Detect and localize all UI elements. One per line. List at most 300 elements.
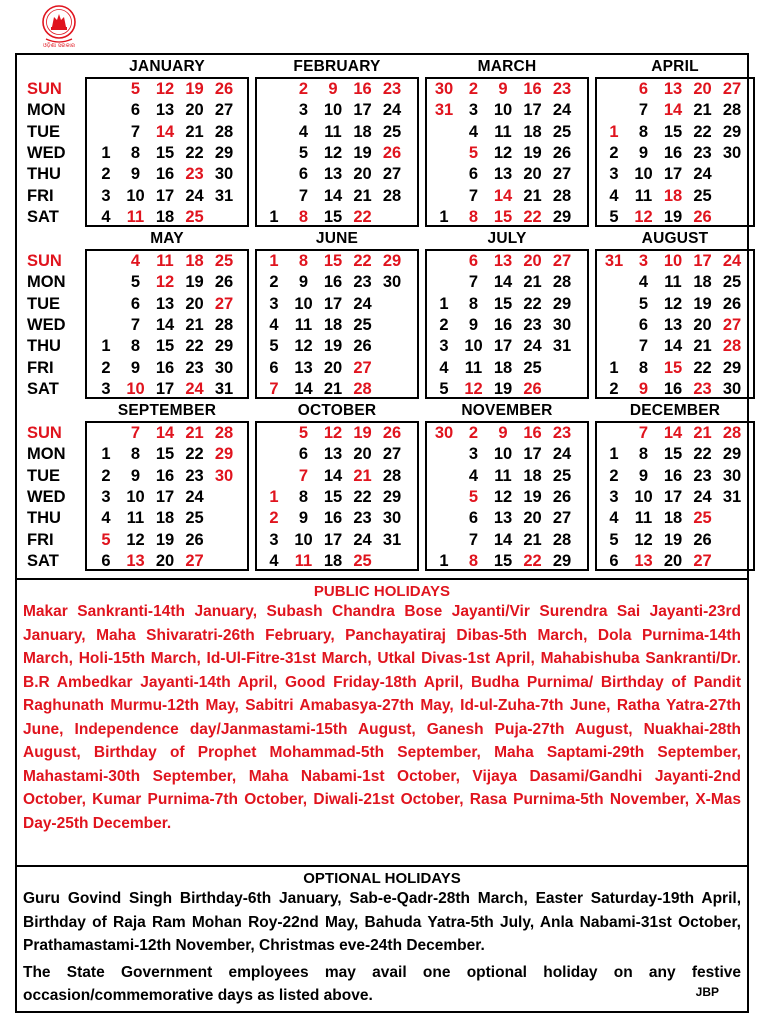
date-cell: 28 — [214, 424, 234, 442]
date-cell: 15 — [663, 445, 683, 464]
date-cell: 27 — [353, 358, 372, 377]
date-cell: 1 — [269, 487, 279, 506]
date-cell: 25 — [214, 252, 234, 270]
date-cell: 16 — [523, 424, 542, 442]
date-cell: 25 — [552, 466, 572, 485]
date-cell: 28 — [382, 466, 402, 485]
date-cell: 29 — [382, 487, 402, 506]
date-cell: 20 — [185, 101, 204, 120]
date-cell: 7 — [298, 466, 309, 485]
date-cell: 18 — [155, 207, 175, 226]
date-cell: 14 — [493, 273, 513, 292]
date-cell: 1 — [439, 551, 449, 570]
date-cell: 11 — [126, 509, 145, 528]
date-cell: 30 — [214, 358, 234, 377]
date-cell: 2 — [468, 424, 479, 442]
date-cell: 5 — [468, 487, 479, 506]
day-name-sat: SAT — [27, 379, 59, 398]
optional-holidays-title: OPTIONAL HOLIDAYS — [303, 870, 461, 887]
date-cell: 21 — [523, 186, 542, 205]
date-cell: 7 — [130, 424, 141, 442]
date-cell: 29 — [722, 122, 742, 141]
date-cell: 18 — [523, 122, 542, 141]
day-name-tue: TUE — [27, 294, 60, 313]
date-cell: 15 — [155, 143, 175, 162]
date-cell: 24 — [552, 101, 572, 120]
date-cell: 27 — [722, 315, 742, 334]
date-cell: 26 — [382, 424, 402, 442]
date-cell: 6 — [638, 315, 649, 334]
date-cell: 19 — [693, 294, 712, 313]
date-cell: 16 — [663, 466, 683, 485]
date-cell: 24 — [523, 337, 542, 356]
date-cell: 13 — [294, 358, 313, 377]
date-cell: 14 — [155, 122, 175, 141]
date-cell: 6 — [298, 165, 309, 184]
date-cell: 31 — [214, 186, 234, 205]
date-cell: 7 — [638, 101, 649, 120]
date-cell: 30 — [434, 80, 454, 98]
date-cell: 4 — [130, 252, 141, 270]
date-cell: 5 — [298, 424, 309, 442]
date-cell: 6 — [468, 165, 479, 184]
date-cell: 18 — [523, 466, 542, 485]
date-cell: 21 — [323, 379, 343, 398]
date-cell: 14 — [155, 315, 175, 334]
date-cell: 21 — [693, 424, 712, 442]
date-cell: 1 — [269, 207, 279, 226]
date-cell: 29 — [552, 551, 572, 570]
date-cell: 17 — [155, 379, 175, 398]
date-cell: 22 — [353, 487, 372, 506]
date-cell: 28 — [722, 337, 742, 356]
date-cell: 26 — [552, 143, 572, 162]
date-cell: 25 — [185, 207, 204, 226]
date-cell: 2 — [609, 466, 619, 485]
date-cell: 7 — [130, 315, 141, 334]
date-cell: 28 — [382, 186, 402, 205]
date-cell: 26 — [552, 487, 572, 506]
date-cell: 1 — [439, 207, 449, 226]
date-cell: 22 — [353, 207, 372, 226]
date-cell: 17 — [353, 101, 372, 120]
date-cell: 19 — [323, 337, 343, 356]
month-title: JANUARY — [129, 58, 205, 75]
date-cell: 6 — [130, 294, 141, 313]
date-cell: 2 — [298, 80, 309, 98]
date-cell: 20 — [155, 551, 175, 570]
date-cell: 21 — [185, 424, 204, 442]
date-cell: 19 — [663, 530, 683, 549]
date-cell: 2 — [269, 509, 279, 528]
date-cell: 4 — [638, 273, 649, 292]
date-cell: 22 — [185, 337, 204, 356]
month-title: APRIL — [651, 58, 699, 75]
date-cell: 15 — [493, 294, 513, 313]
date-cell: 14 — [663, 424, 683, 442]
date-cell: 27 — [214, 294, 234, 313]
day-name-thu: THU — [27, 337, 61, 356]
date-cell: 3 — [101, 379, 111, 398]
date-cell: 19 — [663, 207, 683, 226]
calendar-holiday-divider — [17, 578, 747, 580]
date-cell: 27 — [214, 101, 234, 120]
day-name-wed: WED — [27, 315, 66, 334]
date-cell: 13 — [493, 165, 513, 184]
date-cell: 18 — [185, 252, 204, 270]
day-name-wed: WED — [27, 143, 66, 162]
date-cell: 18 — [353, 122, 372, 141]
holidays-divider — [17, 865, 747, 867]
date-cell: 27 — [552, 509, 572, 528]
date-cell: 18 — [663, 186, 683, 205]
date-cell: 2 — [101, 466, 111, 485]
date-cell: 31 — [434, 101, 454, 120]
date-cell: 26 — [523, 379, 542, 398]
date-cell: 26 — [185, 530, 204, 549]
month-title: AUGUST — [641, 230, 709, 247]
date-cell: 6 — [468, 252, 479, 270]
date-cell: 5 — [609, 530, 619, 549]
calendar-frame — [15, 53, 749, 1013]
date-cell: 1 — [101, 337, 111, 356]
date-cell: 5 — [130, 80, 141, 98]
date-cell: 10 — [634, 487, 653, 506]
date-cell: 14 — [294, 379, 313, 398]
date-cell: 4 — [468, 122, 479, 141]
date-cell: 10 — [126, 487, 145, 506]
date-cell: 10 — [634, 165, 653, 184]
date-cell: 5 — [468, 143, 479, 162]
date-cell: 12 — [493, 487, 513, 506]
date-cell: 8 — [298, 207, 309, 226]
day-name-sun: SUN — [27, 424, 62, 442]
date-cell: 30 — [722, 379, 742, 398]
date-cell: 19 — [523, 487, 542, 506]
date-cell: 17 — [155, 487, 175, 506]
date-cell: 22 — [693, 122, 712, 141]
date-cell: 9 — [130, 466, 141, 485]
date-cell: 22 — [693, 358, 712, 377]
date-cell: 24 — [382, 101, 402, 120]
date-cell: 1 — [439, 294, 449, 313]
date-cell: 10 — [294, 294, 313, 313]
date-cell: 16 — [663, 143, 683, 162]
date-cell: 12 — [155, 273, 175, 292]
date-cell: 4 — [269, 315, 279, 334]
date-cell: 31 — [552, 337, 572, 356]
date-cell: 15 — [493, 207, 513, 226]
date-cell: 13 — [663, 315, 683, 334]
date-cell: 13 — [634, 551, 653, 570]
date-cell: 9 — [638, 379, 649, 398]
date-cell: 6 — [269, 358, 279, 377]
date-cell: 10 — [493, 101, 513, 120]
date-cell: 24 — [185, 379, 204, 398]
month-title: MAY — [150, 230, 184, 247]
date-cell: 21 — [693, 337, 712, 356]
date-cell: 25 — [353, 315, 372, 334]
date-cell: 7 — [468, 273, 479, 292]
date-cell: 29 — [722, 358, 742, 377]
date-cell: 16 — [155, 358, 175, 377]
date-cell: 24 — [185, 186, 204, 205]
emblem-caption: ଓଡ଼ିଶା ସରକାର — [42, 43, 76, 49]
date-cell: 20 — [185, 294, 204, 313]
date-cell: 1 — [101, 445, 111, 464]
date-cell: 12 — [126, 530, 145, 549]
date-cell: 3 — [468, 101, 479, 120]
date-cell: 9 — [638, 466, 649, 485]
public-holidays-title: PUBLIC HOLIDAYS — [313, 583, 451, 600]
month-title: FEBRUARY — [293, 58, 381, 75]
day-name-wed: WED — [27, 487, 66, 506]
date-cell: 21 — [185, 122, 204, 141]
date-cell: 1 — [609, 358, 619, 377]
date-cell: 18 — [493, 358, 513, 377]
date-cell: 11 — [494, 466, 512, 485]
date-cell: 21 — [523, 530, 542, 549]
date-cell: 10 — [294, 530, 313, 549]
date-cell: 25 — [382, 122, 402, 141]
date-cell: 19 — [353, 424, 372, 442]
month-title: NOVEMBER — [461, 402, 553, 419]
date-cell: 18 — [323, 551, 343, 570]
date-cell: 4 — [609, 509, 619, 528]
date-cell: 31 — [382, 530, 402, 549]
date-cell: 20 — [523, 165, 542, 184]
date-cell: 12 — [634, 530, 653, 549]
day-name-thu: THU — [27, 165, 61, 184]
date-cell: 20 — [523, 509, 542, 528]
date-cell: 8 — [638, 445, 649, 464]
date-cell: 2 — [609, 143, 619, 162]
date-cell: 29 — [214, 143, 234, 162]
date-cell: 12 — [464, 379, 483, 398]
date-cell: 20 — [693, 80, 712, 98]
date-cell: 5 — [101, 530, 111, 549]
date-cell: 14 — [323, 466, 343, 485]
date-cell: 25 — [185, 509, 204, 528]
date-cell: 17 — [663, 487, 683, 506]
date-cell: 6 — [298, 445, 309, 464]
date-cell: 15 — [663, 122, 683, 141]
day-name-fri: FRI — [27, 530, 54, 549]
date-cell: 10 — [663, 252, 683, 270]
date-cell: 30 — [382, 509, 402, 528]
date-cell: 15 — [323, 207, 343, 226]
day-name-tue: TUE — [27, 466, 60, 485]
date-cell: 15 — [155, 337, 175, 356]
date-cell: 6 — [638, 80, 649, 98]
date-cell: 1 — [269, 252, 279, 270]
date-cell: 7 — [468, 186, 479, 205]
date-cell: 6 — [609, 551, 619, 570]
date-cell: 17 — [693, 252, 712, 270]
date-cell: 12 — [663, 294, 683, 313]
date-cell: 9 — [498, 424, 508, 442]
date-cell: 30 — [722, 143, 742, 162]
date-cell: 31 — [214, 379, 234, 398]
date-cell: 20 — [353, 445, 372, 464]
date-cell: 3 — [101, 487, 111, 506]
date-cell: 15 — [323, 252, 343, 270]
date-cell: 15 — [155, 445, 175, 464]
date-cell: 29 — [382, 252, 402, 270]
date-cell: 2 — [609, 379, 619, 398]
date-cell: 4 — [468, 466, 479, 485]
date-cell: 23 — [693, 379, 712, 398]
date-cell: 1 — [609, 122, 619, 141]
date-cell: 14 — [155, 424, 175, 442]
date-cell: 28 — [722, 101, 742, 120]
date-cell: 27 — [382, 445, 402, 464]
day-name-sun: SUN — [27, 252, 62, 270]
date-cell: 16 — [155, 165, 175, 184]
day-name-mon: MON — [27, 101, 66, 120]
date-cell: 28 — [552, 186, 572, 205]
date-cell: 21 — [185, 315, 204, 334]
date-cell: 11 — [464, 358, 483, 377]
date-cell: 31 — [604, 252, 624, 270]
date-cell: 3 — [609, 165, 619, 184]
date-cell: 17 — [493, 337, 513, 356]
month-title: JULY — [487, 230, 527, 247]
date-cell: 10 — [323, 101, 343, 120]
date-cell: 13 — [323, 165, 343, 184]
day-name-fri: FRI — [27, 358, 54, 377]
date-cell: 19 — [353, 143, 372, 162]
date-cell: 14 — [323, 186, 343, 205]
day-name-mon: MON — [27, 273, 66, 292]
date-cell: 3 — [468, 445, 479, 464]
date-cell: 27 — [722, 80, 742, 98]
date-cell: 26 — [214, 273, 234, 292]
date-cell: 9 — [638, 143, 649, 162]
date-cell: 2 — [269, 273, 279, 292]
date-cell: 14 — [493, 530, 513, 549]
date-cell: 8 — [130, 445, 141, 464]
date-cell: 10 — [464, 337, 483, 356]
date-cell: 26 — [722, 294, 742, 313]
date-cell: 19 — [493, 379, 513, 398]
date-cell: 17 — [323, 530, 343, 549]
date-cell: 22 — [523, 207, 542, 226]
date-cell: 27 — [382, 165, 402, 184]
date-cell: 22 — [693, 445, 712, 464]
date-cell: 22 — [353, 252, 372, 270]
date-cell: 5 — [609, 207, 619, 226]
date-cell: 28 — [552, 530, 572, 549]
month-title: SEPTEMBER — [117, 402, 217, 419]
optional-holiday-note — [23, 961, 741, 1008]
date-cell: 17 — [323, 294, 343, 313]
date-cell: 18 — [693, 273, 712, 292]
date-cell: 26 — [353, 337, 372, 356]
month-title: OCTOBER — [297, 402, 377, 419]
date-cell: 7 — [638, 337, 649, 356]
date-cell: 11 — [126, 207, 145, 226]
date-cell: 4 — [439, 358, 449, 377]
date-cell: 4 — [609, 186, 619, 205]
date-cell: 29 — [552, 207, 572, 226]
date-cell: 22 — [523, 551, 542, 570]
date-cell: 5 — [638, 294, 649, 313]
date-cell: 26 — [693, 530, 712, 549]
date-cell: 16 — [155, 466, 175, 485]
date-cell: 24 — [552, 445, 572, 464]
date-cell: 18 — [323, 315, 343, 334]
date-cell: 25 — [693, 186, 712, 205]
date-cell: 28 — [214, 122, 234, 141]
day-name-sat: SAT — [27, 207, 59, 226]
date-cell: 3 — [269, 530, 279, 549]
day-name-fri: FRI — [27, 186, 54, 205]
date-cell: 30 — [552, 315, 572, 334]
date-cell: 20 — [663, 551, 683, 570]
date-cell: 25 — [523, 358, 542, 377]
date-cell: 23 — [552, 424, 572, 442]
date-cell: 15 — [323, 487, 343, 506]
date-cell: 6 — [101, 551, 111, 570]
day-name-mon: MON — [27, 445, 66, 464]
date-cell: 23 — [185, 165, 204, 184]
date-cell: 11 — [294, 315, 313, 334]
date-cell: 25 — [722, 273, 742, 292]
date-cell: 13 — [493, 252, 513, 270]
date-cell: 29 — [214, 337, 234, 356]
date-cell: 13 — [323, 445, 343, 464]
date-cell: 12 — [155, 80, 175, 98]
date-cell: 9 — [468, 315, 479, 334]
date-cell: 22 — [185, 143, 204, 162]
date-cell: 9 — [328, 80, 338, 98]
date-cell: 10 — [493, 445, 513, 464]
month-title: JUNE — [315, 230, 359, 247]
date-cell: 23 — [552, 80, 572, 98]
optional-holidays-section — [17, 870, 747, 1008]
date-cell: 16 — [493, 315, 513, 334]
date-cell: 6 — [468, 509, 479, 528]
date-cell: 8 — [298, 252, 309, 270]
date-cell: 9 — [298, 509, 309, 528]
date-cell: 17 — [523, 101, 542, 120]
date-cell: 1 — [609, 445, 619, 464]
public-holidays-section — [17, 583, 747, 835]
date-cell: 15 — [663, 358, 683, 377]
date-cell: 23 — [353, 509, 372, 528]
month-title: MARCH — [477, 58, 537, 75]
date-cell: 24 — [185, 487, 204, 506]
date-cell: 4 — [298, 122, 309, 141]
date-cell: 26 — [382, 143, 402, 162]
date-cell: 23 — [382, 80, 402, 98]
date-cell: 7 — [638, 424, 649, 442]
date-cell: 11 — [494, 122, 512, 141]
date-cell: 26 — [214, 80, 234, 98]
date-cell: 12 — [493, 143, 513, 162]
date-cell: 30 — [722, 466, 742, 485]
date-cell: 28 — [722, 424, 742, 442]
day-name-sun: SUN — [27, 80, 62, 98]
date-cell: 3 — [269, 294, 279, 313]
date-cell: 11 — [634, 186, 653, 205]
date-cell: 25 — [693, 509, 712, 528]
date-cell: 5 — [439, 379, 449, 398]
date-cell: 8 — [298, 487, 309, 506]
odisha-emblem-icon — [34, 3, 84, 49]
date-cell: 8 — [468, 551, 479, 570]
